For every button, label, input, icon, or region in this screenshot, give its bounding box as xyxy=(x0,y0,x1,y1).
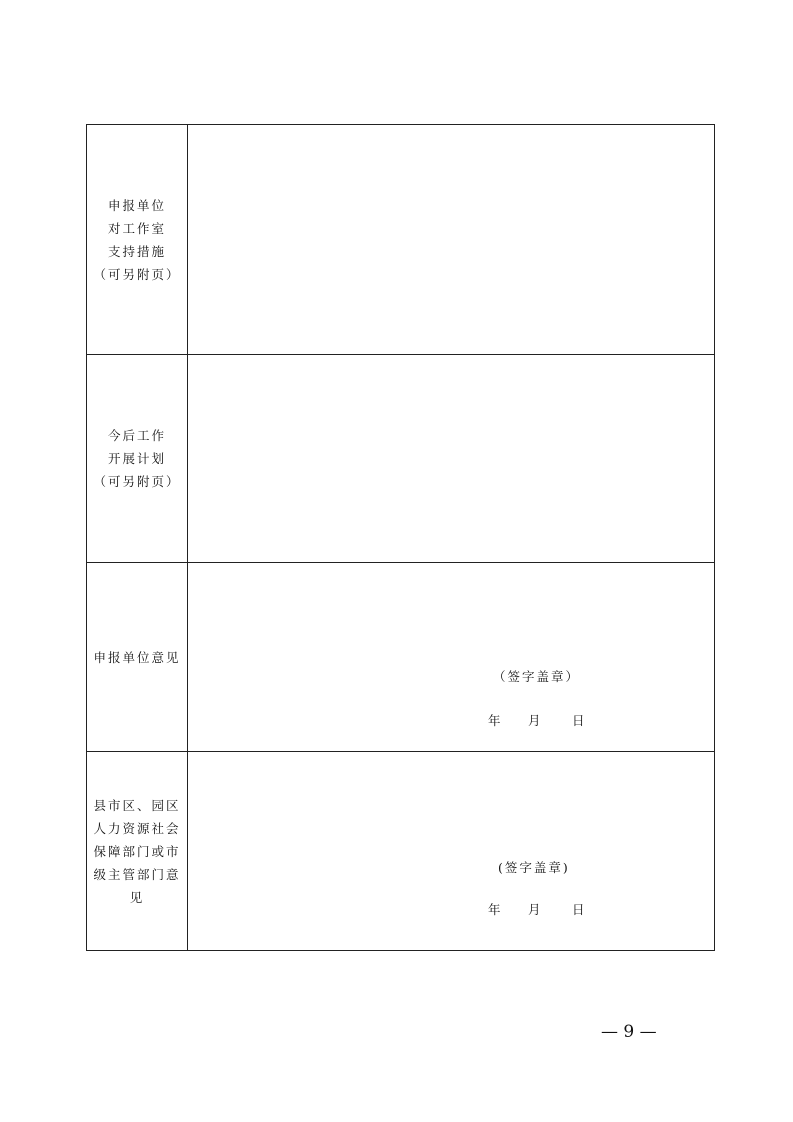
work-plan-row xyxy=(87,355,715,563)
month-label: 月 xyxy=(527,713,541,728)
date-line xyxy=(488,711,584,729)
day-label: 日 xyxy=(571,902,585,917)
label-line: 今后工作 xyxy=(107,428,166,443)
month-label: 月 xyxy=(527,902,541,917)
support-measures-row xyxy=(87,125,715,355)
signature-seal-text: (签字盖章) xyxy=(498,860,570,875)
label-line: 申报单位意见 xyxy=(93,649,181,665)
label-line: 开展计划 xyxy=(107,451,166,466)
application-form-table xyxy=(86,124,715,951)
label-line: 级主管部门意 xyxy=(93,866,181,882)
label-line: （可另附页） xyxy=(93,266,181,282)
department-opinion-row xyxy=(87,752,715,951)
page-number: — 9 — xyxy=(601,1022,657,1042)
unit-opinion-row xyxy=(87,563,715,752)
support-measures-label xyxy=(87,125,188,355)
work-plan-label xyxy=(87,355,188,563)
day-label: 日 xyxy=(571,713,585,728)
year-label: 年 xyxy=(488,713,501,728)
unit-opinion-label xyxy=(87,563,188,752)
label-line: （可另附页） xyxy=(93,474,181,489)
support-measures-content[interactable] xyxy=(188,125,715,355)
work-plan-content[interactable] xyxy=(188,355,715,563)
signature-seal-text: （签字盖章） xyxy=(493,669,581,684)
department-opinion-label xyxy=(87,752,188,951)
label-line: 见 xyxy=(129,889,145,905)
label-line: 保障部门或市 xyxy=(93,843,181,859)
label-line: 对工作室 xyxy=(107,220,166,236)
label-line: 支持措施 xyxy=(107,243,166,259)
label-line: 人力资源社会 xyxy=(93,820,181,836)
unit-opinion-content[interactable] xyxy=(188,563,715,752)
year-label: 年 xyxy=(488,902,501,917)
date-line xyxy=(488,900,584,918)
label-line: 县市区、园区 xyxy=(93,797,181,813)
label-line: 申报单位 xyxy=(107,197,166,213)
department-opinion-content[interactable] xyxy=(188,752,715,951)
